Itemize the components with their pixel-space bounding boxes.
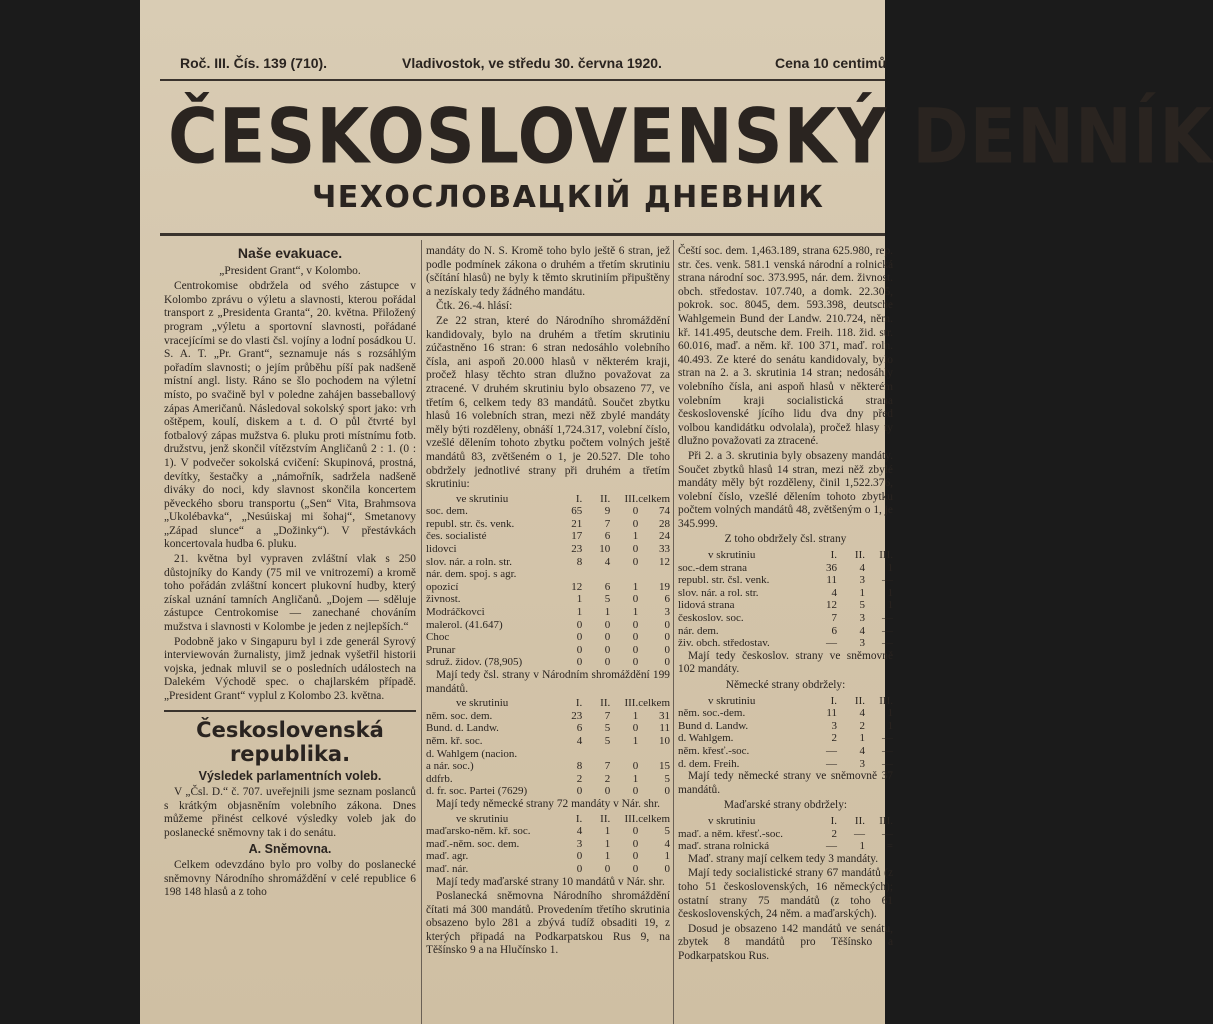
value-cell: —: [882, 637, 893, 650]
party-name-cell: maď.-něm. soc. dem.: [426, 837, 520, 850]
table-header-cell: III.: [624, 812, 639, 825]
table-row: [426, 838, 670, 851]
value-cell: 0: [664, 862, 670, 875]
value-cell: 3: [859, 757, 865, 770]
table-row: [678, 637, 893, 650]
table-row: [426, 530, 670, 543]
value-cell: 0: [632, 555, 639, 568]
table-header-cell: v skrutiniu: [708, 694, 756, 707]
article-paragraph: Mají tedy socialistické strany 67 mandátů (z toho 51 československých, 16 německých); ostatní strany 75 mandátů (z toho 61 československých, 24 něm. a maďarských).: [678, 867, 893, 921]
value-cell: 0: [632, 517, 639, 530]
table-note: Mají tedy německé strany 72 mandáty v Nár. shr.: [436, 797, 660, 810]
value-cell: 2: [604, 772, 611, 785]
issue-number: Roč. III. Čís. 139 (710).: [180, 55, 328, 71]
value-cell: 9: [604, 505, 611, 518]
table-row: [678, 562, 893, 575]
value-cell: 1: [604, 825, 611, 838]
value-cell: —: [882, 612, 893, 625]
value-cell: 0: [632, 722, 639, 735]
table-header-row: [678, 549, 893, 562]
value-cell: —: [882, 732, 893, 745]
value-cell: 23: [571, 709, 583, 722]
value-cell: 0: [632, 837, 639, 850]
article-paragraph: mandáty do N. S. Kromě toho bylo ještě 6 stran, jež podle podmínek zákona o druhém a třetím skrutiniu (sčítání hlasů) ne byly k těmto skrutiniím připuštěny a nezískaly tedy žádného mandátu.: [426, 245, 670, 298]
column-2: [426, 245, 670, 1024]
table-header-cell: I.: [830, 694, 837, 707]
table-header-cell: III.: [879, 694, 893, 707]
table-header-cell: I.: [575, 812, 583, 825]
party-name-cell: opozicí: [426, 580, 459, 593]
column-1: [164, 245, 416, 1024]
value-cell: 21: [571, 517, 583, 530]
article-paragraph: Celkem odevzdáno bylo pro volby do poslanecké sněmovny Národního shromáždění v celé republice 6 198 148 hlasů a z toho: [164, 859, 416, 899]
value-cell: 17: [571, 530, 583, 543]
table-header-cell: ve skrutiniu: [456, 697, 509, 710]
value-cell: 5: [604, 593, 611, 606]
article-paragraph: Podobně jako v Singapuru byl i zde generál Syrový interviewován žurnalisty, jimž jednak vyšetřil historii vojska, jednak mluvil se o posledních událostech na Dalekém Východě spec. o chajlarském případě. „President Grant“ vyplul z Kolombo 23. května.: [164, 635, 416, 702]
value-cell: 8: [576, 555, 583, 568]
party-name-cell: nár. dem. spoj. s agr.: [426, 568, 517, 581]
table-header-cell: II.: [854, 814, 865, 827]
value-cell: 1: [887, 599, 893, 612]
value-cell: 0: [632, 618, 639, 631]
table-row: [426, 606, 670, 619]
party-name-cell: maď. agr.: [426, 850, 469, 863]
value-cell: 36: [826, 561, 837, 574]
value-cell: 4: [859, 561, 865, 574]
table-row: [678, 745, 893, 758]
value-cell: 3: [859, 574, 865, 587]
value-cell: 5: [604, 734, 611, 747]
table-row: [678, 828, 893, 841]
value-cell: 1: [859, 732, 865, 745]
article-paragraph: Dosud je obsazeno 142 mandátů ve senátu, zbytek 8 mandátů pro Těšínsko a Podkarpatskou Rus.: [678, 922, 893, 962]
value-cell: 1: [632, 709, 639, 722]
value-cell: 1: [887, 561, 893, 574]
value-cell: 3: [859, 612, 865, 625]
table-row: [678, 587, 893, 600]
value-cell: 3: [664, 606, 670, 619]
article-paragraph: Čtk. 26.-4. hlásí:: [436, 300, 513, 313]
table-row: [426, 619, 670, 632]
party-name-cell: českoslov. soc.: [678, 612, 744, 625]
value-cell: 1: [859, 840, 865, 853]
value-cell: 10: [659, 734, 670, 747]
article-heading-republika: Československá republika.: [164, 710, 416, 766]
value-cell: 11: [826, 707, 837, 720]
party-name-cell: maď. a něm. křesť.-soc.: [678, 827, 783, 840]
value-cell: 3: [859, 637, 865, 650]
results-table: [426, 697, 670, 798]
table-row: [426, 825, 670, 838]
value-cell: 1: [604, 606, 611, 619]
table-row: [426, 722, 670, 735]
value-cell: [554, 748, 582, 761]
article-paragraph: 21. května byl vypraven zvláštní vlak s 250 důstojníky do Kandy (75 mil ve vnitrozemí) a kromě toho pořádán zvláštní koncert plukovní hudby, který získal uznání tamních Angličanů. „Dojem — sděluje zástupce Centrokomise — zanechané chováním mužstva i slavnosti v Kolombe je jeden z nejlepších.“: [164, 553, 416, 634]
table-header-cell: III.: [879, 549, 893, 562]
value-cell: 1: [576, 606, 583, 619]
value-cell: 1: [887, 719, 893, 732]
table-row: [678, 599, 893, 612]
party-name-cell: něm. kř. soc.: [426, 734, 483, 747]
article-paragraph: Ze 22 stran, které do Národního shromáždění kandidovaly, bylo na druhém a třetím skrutiniu zúčastněno 16 stran: 6 stran nedosáhlo volebního čísla, ani aspoň 20.000 hlasů v některém kraji, pročež hlasy těchto stran dlužno považovat za ztracené. V druhém skrutiniu bylo obsazeno 77, ve třetím 6, celkem tedy 83 mandátů. Součet zbytku hlasů 16 volebních stran, mezi něž zbylé mandáty měly býti rozděleny, obnáší 1,724.317, volební číslo, vzešlé dělením tohoto zbytku počtem volných ještě mandátů 83, zvětšeném o 1, je 20.527. Dle toho obdržely jednotlivé strany při druhém a třetím skrutiniu:: [426, 314, 670, 491]
table-row: [426, 581, 670, 594]
value-cell: 6: [604, 530, 611, 543]
column-divider: [421, 240, 422, 1024]
value-cell: 12: [659, 555, 670, 568]
table-header-cell: celkem: [638, 812, 670, 825]
party-name-cell: d. Wahlgem.: [678, 732, 734, 745]
party-name-cell: Bund. d. Landw.: [426, 722, 499, 735]
party-name-cell: Bund d. Landw.: [678, 719, 749, 732]
table-note: Mají tedy německé strany ve sněmovně 37 mandátů.: [678, 770, 893, 796]
table-header-row: [426, 697, 670, 710]
value-cell: [610, 568, 638, 581]
value-cell: —: [826, 840, 837, 853]
results-table: [678, 695, 893, 771]
party-name-cell: republ. str. čsl. venk.: [678, 574, 770, 587]
table-caption: Z toho obdržely čsl. strany: [724, 533, 847, 546]
party-name-cell: slov. nár. a rol. str.: [678, 586, 759, 599]
value-cell: 5: [664, 825, 670, 838]
value-cell: 1: [632, 606, 639, 619]
value-cell: —: [882, 757, 893, 770]
value-cell: —: [882, 744, 893, 757]
value-cell: 28: [659, 517, 670, 530]
table-header-row: [426, 813, 670, 826]
value-cell: 0: [576, 862, 583, 875]
value-cell: 7: [604, 517, 611, 530]
value-cell: 15: [659, 760, 670, 773]
article-dateline: „President Grant“, v Kolombo.: [219, 264, 361, 277]
table-header-row: [678, 695, 893, 708]
newspaper-subtitle: ЧЕХОСЛОВАЦКІЙ ДНЕВНИК: [312, 180, 825, 215]
value-cell: 0: [632, 862, 639, 875]
value-cell: 11: [826, 574, 837, 587]
value-cell: 12: [826, 599, 837, 612]
value-cell: 0: [604, 618, 611, 631]
issue-dateline: Vladivostok, ve středu 30. června 1920.: [402, 55, 662, 71]
table-row: [426, 748, 670, 761]
value-cell: 1: [576, 593, 583, 606]
value-cell: 0: [604, 862, 611, 875]
table-row: [426, 863, 670, 876]
value-cell: —: [854, 827, 865, 840]
table-note: Mají tedy maďarské strany 10 mandátů v Nár. shr.: [436, 875, 665, 888]
table-row: [426, 543, 670, 556]
article-paragraph: Poslanecká sněmovna Národního shromáždění čítati má 300 mandátů. Provedením třetího skrutinia obsazeno bylo 281 a zbývá tudíž obsaditi 19, z kterých připadá na Podkarpatskou Rus 9, na Těšínsko 9 a na Hlučínsko 1.: [426, 890, 670, 957]
value-cell: —: [826, 744, 837, 757]
party-name-cell: lidovci: [426, 543, 457, 556]
value-cell: —: [826, 757, 837, 770]
table-row: [678, 574, 893, 587]
value-cell: 0: [576, 850, 583, 863]
value-cell: 74: [659, 505, 670, 518]
table-header-cell: II.: [600, 812, 611, 825]
value-cell: 1: [632, 530, 639, 543]
value-cell: 5: [604, 722, 611, 735]
party-name-cell: nár. dem.: [678, 624, 719, 637]
value-cell: [638, 748, 670, 761]
table-caption: Maďarské strany obdržely:: [723, 799, 848, 812]
party-name-cell: soc. dem.: [426, 505, 468, 518]
table-header-cell: celkem: [638, 697, 670, 710]
value-cell: 65: [571, 505, 583, 518]
table-header-cell: II.: [854, 694, 865, 707]
party-name-cell: lidová strana: [678, 599, 735, 612]
value-cell: —: [826, 637, 837, 650]
table-caption: Německé strany obdržely:: [725, 679, 846, 691]
table-header-cell: III.: [624, 492, 639, 505]
value-cell: 0: [664, 631, 670, 644]
value-cell: 0: [576, 631, 583, 644]
results-table: [426, 813, 670, 876]
value-cell: 0: [664, 785, 670, 798]
value-cell: 24: [659, 530, 670, 543]
table-row: [678, 732, 893, 745]
table-row: [678, 625, 893, 638]
value-cell: 2: [831, 827, 837, 840]
table-row: [426, 735, 670, 748]
party-name-cell: soc.-dem strana: [678, 561, 748, 574]
table-row: [426, 631, 670, 644]
table-header-cell: celkem: [638, 492, 670, 505]
table-header-cell: I.: [830, 814, 837, 827]
article-heading-evakuace: Naše evakuace.: [237, 245, 343, 261]
value-cell: 0: [632, 825, 639, 838]
value-cell: 2: [859, 719, 865, 732]
value-cell: 1: [632, 772, 639, 785]
table-header-cell: v skrutiniu: [708, 549, 756, 562]
party-name-cell: d. dem. Freih.: [678, 757, 740, 770]
value-cell: 4: [859, 744, 865, 757]
value-cell: 7: [604, 709, 611, 722]
table-header-cell: ve skrutiniu: [456, 812, 509, 825]
table-header-cell: I.: [575, 492, 583, 505]
value-cell: 0: [632, 505, 639, 518]
value-cell: 1: [887, 586, 893, 599]
article-paragraph: V „Čsl. D.“ č. 707. uveřejnili jsme seznam poslanců s krátkým objasněním volebního zákona. Dnes můžeme přinést celkové výsledky voleb jak do poslanecké sněmovny tak i do senátu.: [164, 786, 416, 839]
value-cell: 7: [604, 760, 611, 773]
table-row: [426, 505, 670, 518]
value-cell: 0: [604, 631, 611, 644]
value-cell: 0: [632, 785, 639, 798]
value-cell: 23: [571, 543, 583, 556]
value-cell: 3: [831, 719, 837, 732]
party-name-cell: Modráčkovci: [426, 606, 485, 619]
value-cell: 4: [831, 586, 837, 599]
party-name-cell: něm. soc.-dem.: [678, 707, 746, 720]
value-cell: 4: [664, 837, 670, 850]
value-cell: 2: [831, 732, 837, 745]
value-cell: 0: [604, 785, 611, 798]
table-row: [426, 760, 670, 773]
table-header-cell: ve skrutiniu: [456, 492, 509, 505]
party-name-cell: něm. soc. dem.: [426, 709, 493, 722]
value-cell: —: [882, 624, 893, 637]
table-row: [426, 644, 670, 657]
value-cell: 0: [576, 656, 583, 669]
value-cell: 4: [576, 825, 583, 838]
table-row: [426, 710, 670, 723]
value-cell: 4: [859, 624, 865, 637]
table-row: [426, 556, 670, 569]
table-row: [426, 850, 670, 863]
column-divider: [673, 240, 674, 1024]
value-cell: 1: [664, 850, 670, 863]
party-name-cell: d. Wahlgem (nacion.: [426, 747, 518, 760]
masthead-rule-top: [160, 79, 885, 81]
party-name-cell: živnost.: [426, 593, 461, 606]
table-header-cell: II.: [600, 697, 611, 710]
article-paragraph: Při 2. a 3. skrutinia byly obsazeny mandáty. Součet zbytků hlasů 14 stran, mezi něž zbylé mandáty měly být rozděleny, činil 1,522.376, volební číslo, vzešlé dělením tohoto zbytku počtem volných mandátů 48, zvětšeným o 1, je 345.999.: [678, 449, 893, 530]
table-row: [678, 840, 893, 853]
value-cell: 6: [576, 722, 583, 735]
value-cell: 0: [632, 593, 639, 606]
table-note: Mají tedy čsl. strany v Národním shromáždění 199 mandátů.: [426, 669, 670, 695]
value-cell: 0: [632, 631, 639, 644]
table-header-row: [678, 815, 893, 828]
value-cell: 0: [664, 656, 670, 669]
value-cell: 12: [571, 580, 583, 593]
value-cell: 0: [632, 643, 639, 656]
article-paragraph: Centrokomise obdržela od svého zástupce v Kolombo zprávu o výletu a slavnosti, kterou pořádal transport z „Presidenta Granta“, 20. května. Přiložený program „výletu a sportovní slavnosti, pořádané vracejícími se do vlasti čsl. vojíny a lodní posádkou U. S. A. T. „Pr. Grant“, seznamuje nás s rozsáhlým pořadím slavnosti; o jejím průběhu píší pak nadšeně místní angl. listy. Ráno se šlo pochodem na výletní místo, po svačině byl v poledne zahájen basseballový zápas Američanů. Následoval sokolský sport jako: vrh oštěpem, koulí, diskem a t. d. O půl čtvrté byl fotbalový zápas mužstva 6. pluku proti místnímu fotb. družstvu, jenž skončil vítězstvím Angličanů 2 : 1. (0 : 1). V podvečer sokolská cvičení: Skupinová, prostná, devítky, šestačky a „námořník, sadržela nadšeně diváky do noci, kdy slavnost skončila koncertem pěveckého sboru transportu („Sen“ Vita, Brahmsova „Ukolébavka“, „Nesúiskaj mi šohaj“, Smetanovy „Západ slunce“ a „Dožinky“). V přestávkách koncertovala hudba 6. pluku.: [164, 280, 416, 551]
value-cell: 3: [576, 837, 583, 850]
article-subheading: Výsledek parlamentních voleb.: [198, 768, 382, 783]
value-cell: 1: [859, 586, 865, 599]
value-cell: 4: [859, 707, 865, 720]
party-name-cell: ddfrb.: [426, 772, 453, 785]
value-cell: 0: [632, 656, 639, 669]
table-row: [426, 773, 670, 786]
table-header-cell: III.: [879, 814, 893, 827]
value-cell: —: [882, 574, 893, 587]
newspaper-page: [140, 0, 1213, 1024]
table-header-row: [426, 493, 670, 506]
issue-price: Cena 10 centimů: [775, 55, 887, 71]
value-cell: 6: [831, 624, 837, 637]
table-header-cell: II.: [854, 549, 865, 562]
value-cell: 31: [659, 709, 670, 722]
table-row: [426, 593, 670, 606]
table-row: [678, 707, 893, 720]
value-cell: 5: [859, 599, 865, 612]
value-cell: =: [886, 840, 893, 853]
value-cell: 0: [576, 643, 583, 656]
party-name-cell: republ. str. čs. venk.: [426, 517, 515, 530]
party-name-cell: něm. křesť.-soc.: [678, 744, 750, 757]
value-cell: 0: [632, 543, 639, 556]
value-cell: 0: [632, 850, 639, 863]
value-cell: 1: [604, 837, 611, 850]
results-table: [426, 493, 670, 669]
value-cell: 10: [599, 543, 611, 556]
table-header-cell: III.: [624, 697, 639, 710]
party-name-cell: Prunar: [426, 643, 456, 656]
party-name-cell: Choc: [426, 631, 450, 644]
value-cell: 1: [604, 850, 611, 863]
table-row: [426, 785, 670, 798]
value-cell: 33: [659, 543, 670, 556]
value-cell: 0: [604, 643, 611, 656]
value-cell: 7: [831, 612, 837, 625]
value-cell: —: [882, 827, 893, 840]
party-name-cell: slov. nár. a roln. str.: [426, 555, 513, 568]
table-header-cell: I.: [830, 549, 837, 562]
value-cell: 1: [632, 734, 639, 747]
party-name-cell: a nár. soc.): [426, 760, 474, 773]
value-cell: 8: [576, 760, 583, 773]
table-note: Mají tedy českoslov. strany ve sněmovně 102 mandáty.: [678, 649, 893, 676]
newspaper-title: ČESKOSLOVENSKÝ DENNÍK: [168, 93, 1213, 182]
party-name-cell: malerol. (41.647): [426, 618, 503, 631]
value-cell: 4: [576, 734, 583, 747]
party-name-cell: maďarsko-něm. kř. soc.: [426, 825, 531, 838]
table-note: Maď. strany mají celkem tedy 3 mandáty.: [688, 852, 879, 865]
table-row: [678, 612, 893, 625]
column-3: [678, 245, 893, 1024]
value-cell: 0: [604, 656, 611, 669]
party-name-cell: maď. nár.: [426, 862, 469, 875]
table-row: [426, 656, 670, 669]
value-cell: [638, 568, 670, 581]
party-name-cell: čes. socialisté: [426, 530, 487, 543]
value-cell: 0: [632, 760, 639, 773]
party-name-cell: živ. obch. středostav.: [678, 637, 770, 650]
party-name-cell: sdruž. židov. (78,905): [426, 656, 523, 669]
value-cell: 6: [664, 593, 670, 606]
value-cell: 0: [664, 643, 670, 656]
table-row: [426, 568, 670, 581]
value-cell: 19: [659, 580, 670, 593]
results-table: [678, 815, 893, 853]
results-table: [678, 549, 893, 650]
value-cell: [554, 568, 582, 581]
party-name-cell: d. fr. soc. Partei (7629): [426, 785, 528, 798]
table-row: [678, 758, 893, 771]
value-cell: 6: [604, 580, 611, 593]
value-cell: [582, 748, 610, 761]
value-cell: 0: [664, 618, 670, 631]
party-name-cell: maď. strana rolnická: [678, 840, 770, 853]
value-cell: 1: [632, 580, 639, 593]
value-cell: 5: [664, 772, 670, 785]
value-cell: [610, 748, 638, 761]
value-cell: 0: [576, 618, 583, 631]
section-heading: A. Sněmovna.: [248, 841, 332, 856]
value-cell: 1: [887, 707, 893, 720]
value-cell: 11: [659, 722, 670, 735]
value-cell: 4: [604, 555, 611, 568]
table-header-cell: v skrutiniu: [708, 814, 756, 827]
article-paragraph: Čeští soc. dem. 1,463.189, strana 625.980, rep. str. čes. venk. 581.1 venská národní a rolnická strana národní soc. 373.995, nár. dem. živnost. obch. středostav. 107.740, a domk. 22.305, pokrok. soc. 8045, dem. 593.398, deutsche Wahlgemein Bund der Landw. 210.724, něm. kř. 141.495, deutsche dem. Freih. 118. žid. str. 60.016, maď. a něm. kř. 100 371, maď. roln. 40.493. Ze které do senátu kandidovaly, bylo stran na 2. a 3. skrutinia 14 stran; nedosáhly volebního čísla, ani aspoň hlasů v některém volebním kraji socialistická strana československé jícího lidu dva dny před volbou kandidátku odvolala), pročež hlasy ty dlužno považovati za ztracené.: [678, 245, 893, 448]
table-header-cell: II.: [600, 492, 611, 505]
folio-line: [180, 55, 885, 77]
table-row: [678, 720, 893, 733]
table-row: [426, 518, 670, 531]
masthead-rule-bottom: [160, 233, 885, 236]
value-cell: [582, 568, 610, 581]
value-cell: 2: [576, 772, 583, 785]
table-header-cell: I.: [575, 697, 583, 710]
value-cell: 0: [576, 785, 583, 798]
